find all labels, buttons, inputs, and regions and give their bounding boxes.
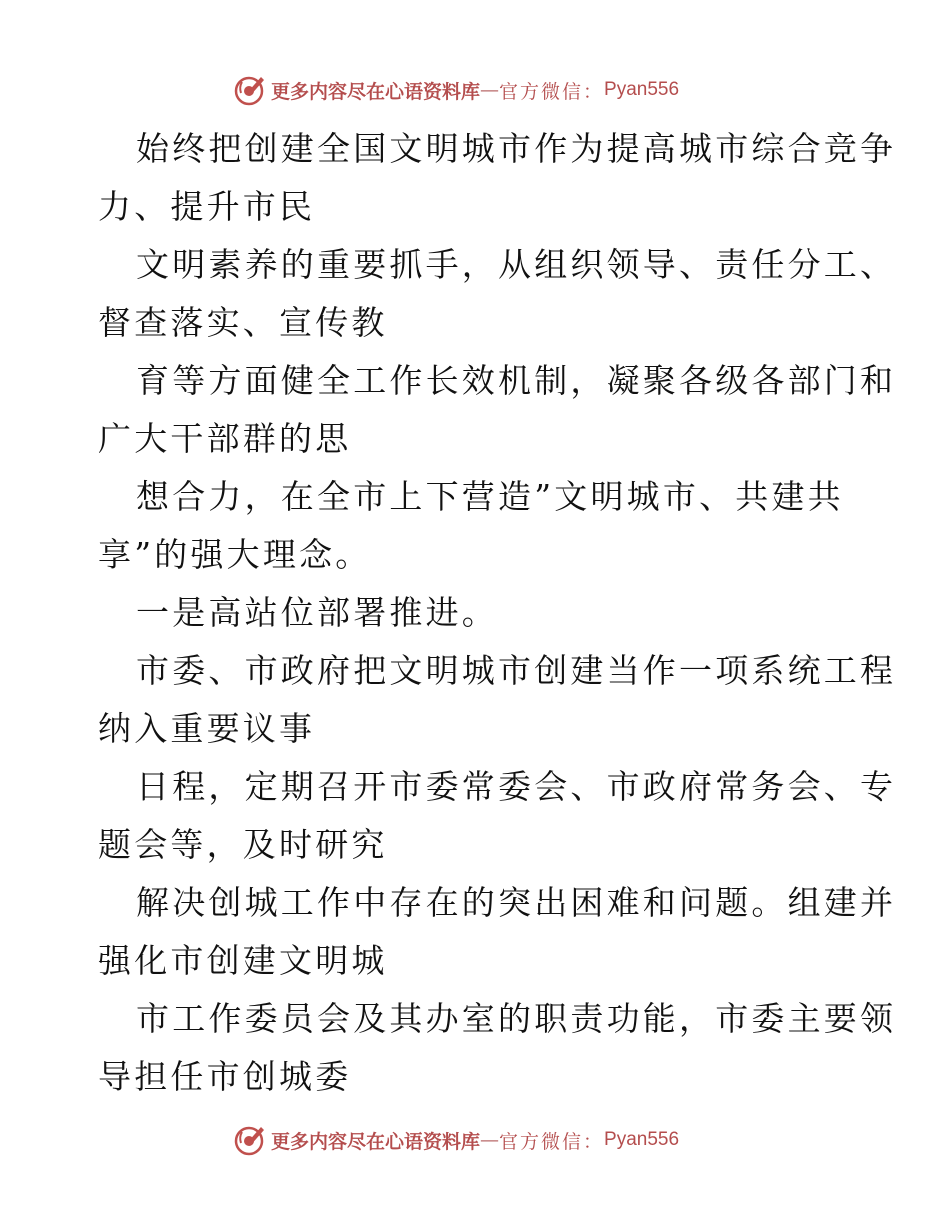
banner-wechat-label: 官方微信： xyxy=(499,1130,605,1153)
text-line: 始终把创建全国文明城市作为提高城市综合竞争 xyxy=(136,129,897,168)
text-line: 力、提升市民 xyxy=(98,187,316,226)
text-line: 育等方面健全工作长效机制，凝聚各级各部门和 xyxy=(136,361,897,400)
banner-wechat-id: Pyan556 xyxy=(604,79,680,100)
banner-dash: — xyxy=(480,1129,500,1151)
text-line: 市委、市政府把文明城市创建当作一项系统工程 xyxy=(136,651,897,690)
banner-site-text: 更多内容尽在心语资料库 xyxy=(271,1130,481,1153)
banner-wechat-label: 官方微信： xyxy=(499,80,605,103)
banner-site-text: 更多内容尽在心语资料库 xyxy=(271,80,481,103)
text-line: 强化市创建文明城 xyxy=(98,941,388,980)
banner-dash: — xyxy=(480,79,500,101)
text-line: 想合力，在全市上下营造”文明城市、共建共 xyxy=(136,477,844,516)
text-line: 市工作委员会及其办室的职责功能，市委主要领 xyxy=(136,999,897,1038)
footer-banner xyxy=(233,1122,679,1158)
text-line: 广大干部群的思 xyxy=(98,419,352,458)
pen-logo-icon xyxy=(233,73,267,107)
text-line: 文明素养的重要抓手，从组织领导、责任分工、 xyxy=(136,245,897,284)
text-line: 导担任市创城委 xyxy=(98,1057,352,1096)
text-line: 督查落实、宣传教 xyxy=(98,303,388,342)
banner-wechat-id: Pyan556 xyxy=(604,1129,680,1150)
text-line: 一是高站位部署推进。 xyxy=(136,593,498,632)
text-line: 日程，定期召开市委常委会、市政府常务会、专 xyxy=(136,767,897,806)
body-text xyxy=(98,120,897,1106)
text-line: 享”的强大理念。 xyxy=(98,535,372,574)
text-line: 纳入重要议事 xyxy=(98,709,316,748)
header-banner xyxy=(233,72,679,108)
text-line: 题会等，及时研究 xyxy=(98,825,388,864)
text-line: 解决创城工作中存在的突出困难和问题。组建并 xyxy=(136,883,897,922)
pen-logo-icon xyxy=(233,1123,267,1157)
